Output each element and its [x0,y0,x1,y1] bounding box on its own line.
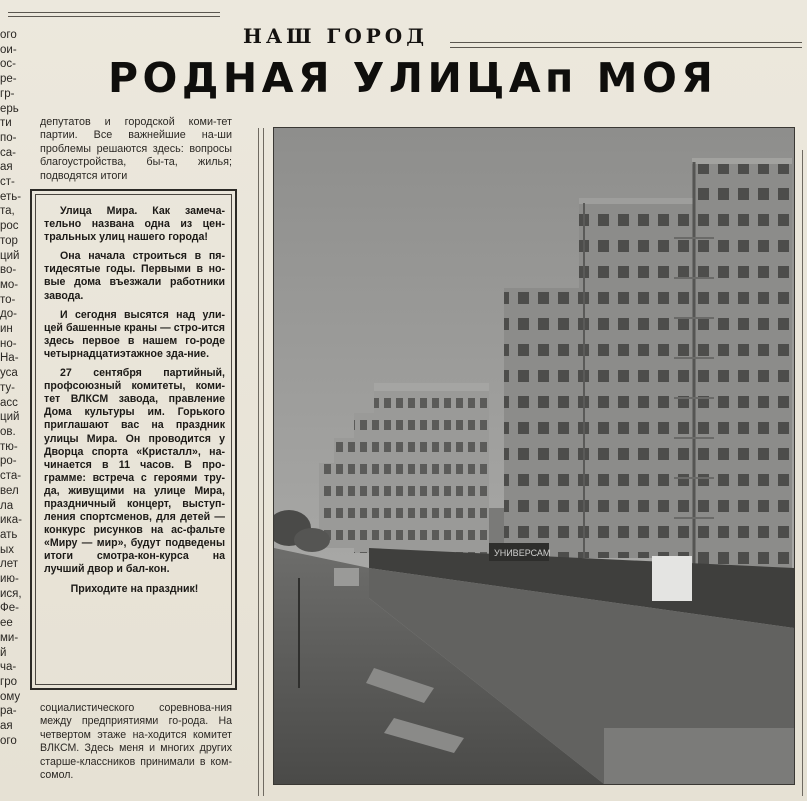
edge-fragment: ию- [0,573,19,586]
edge-fragment: ых [0,543,15,556]
edge-fragment: На- [0,352,19,365]
intro-text: депутатов и городской коми-тет партии. Все важнейшие на-ши проблемы решаются здесь: вопросы благоустройства, бы-та, жилья; подводятся итоги [40,116,232,182]
edge-fragment: рос [0,220,19,233]
announcement-paragraph: И сегодня высятся над ули-цей башенные краны — стро-ится здесь первое в нашем го-роде четырнадцатиэтажное зда-ние. [44,308,225,360]
edge-fragment: вел [0,484,19,497]
edge-fragment: до- [0,308,17,321]
edge-fragment: еть- [0,190,22,203]
edge-fragment: ре- [0,73,17,86]
edge-fragment: ому [0,690,21,703]
headline: РОДНАЯ УЛИЦАп МОЯ [108,54,718,102]
edge-fragment: са- [0,146,16,159]
edge-fragment: мо- [0,278,19,291]
edge-fragment: ая [0,720,13,733]
edge-fragment: асс [0,396,18,409]
edge-fragment: ика- [0,514,22,527]
store-sign: УНИВЕРСАМ [494,548,551,558]
edge-fragment: ать [0,528,18,541]
edge-fragment: то- [0,293,16,306]
edge-fragment: Фе- [0,602,19,615]
edge-fragment: ра- [0,705,17,718]
edge-fragment: ого [0,734,17,747]
edge-fragment: тор [0,234,18,247]
edge-fragment: ои- [0,43,17,56]
edge-fragment: ст- [0,176,15,189]
edge-fragment: ро- [0,455,17,468]
edge-fragment: ти [0,117,12,130]
edge-fragment: ча- [0,661,17,674]
edge-fragment: ос- [0,58,16,71]
edge-fragment: ее [0,617,13,630]
edge-fragment: ов. [0,425,16,438]
decorative-rule-left [8,12,220,17]
edge-fragment: ста- [0,470,22,483]
edge-fragment: ту- [0,381,15,394]
edge-fragment: гр- [0,87,15,100]
edge-fragment: та, [0,205,15,218]
column-divider [258,128,259,796]
edge-fragment: й [0,646,7,659]
edge-fragment: ла [0,499,14,512]
edge-fragment: ися, [0,587,22,600]
announcement-paragraph: 27 сентября партийный, профсоюзный комитеты, коми-тет ВЛКСМ завода, правление Дома культуры им. Горького приглашают вас на праздник улицы Мира. Он проводится у Дворца спорта «Кристалл», на-чинается в 11 часов. В про-грамме: встреча с героями тру-да, живущими на улице Мира, праздничный концерт, выступ-ления спортсменов, для детей — конкурс рисунков на ас-фальте «Миру — мир», будут подведены итоги смотра-кон-курса на лучший двор и бал-кон. [44,367,225,576]
edge-fragment: уса [0,367,18,380]
edge-fragment: но- [0,337,17,350]
edge-fragment: ми- [0,631,19,644]
edge-fragment: ций [0,249,20,262]
edge-fragment: ерь [0,102,19,115]
edge-fragment: гро [0,675,17,688]
left-edge-column-fragments [0,28,26,798]
edge-fragment: тю- [0,440,18,453]
boxed-announcement [30,189,237,690]
bottom-text: социалистического соревнова-ния между предприятиями го-рода. На четвертом этаже на-ходится комитет ВЛКСМ. Здесь меня и многих других старше-классников принимали в ком-сомол. [40,702,232,782]
announcement-paragraph: Она начала строиться в пя-тидесятые годы. Первыми в но-вые дома въезжали работники завода. [44,250,225,302]
column-divider-double [263,128,264,796]
edge-fragment: ций [0,411,20,424]
edge-fragment: ая [0,161,13,174]
right-edge-divider [802,150,803,796]
photo-illustration [274,128,794,784]
announcement-closing: Приходите на праздник! [70,582,199,595]
edge-fragment: ого [0,29,17,41]
edge-fragment: ин [0,323,13,336]
announcement-paragraph: Улица Мира. Как замеча-тельно названа одна из цен-тральных улиц нашего города! [44,205,225,244]
boxed-announcement-inner [35,194,232,685]
edge-fragment: лет [0,558,18,571]
edge-fragment: по- [0,131,17,144]
section-label: НАШ ГОРОД [243,24,428,48]
street-photograph [273,127,795,785]
edge-fragment: во- [0,264,17,277]
